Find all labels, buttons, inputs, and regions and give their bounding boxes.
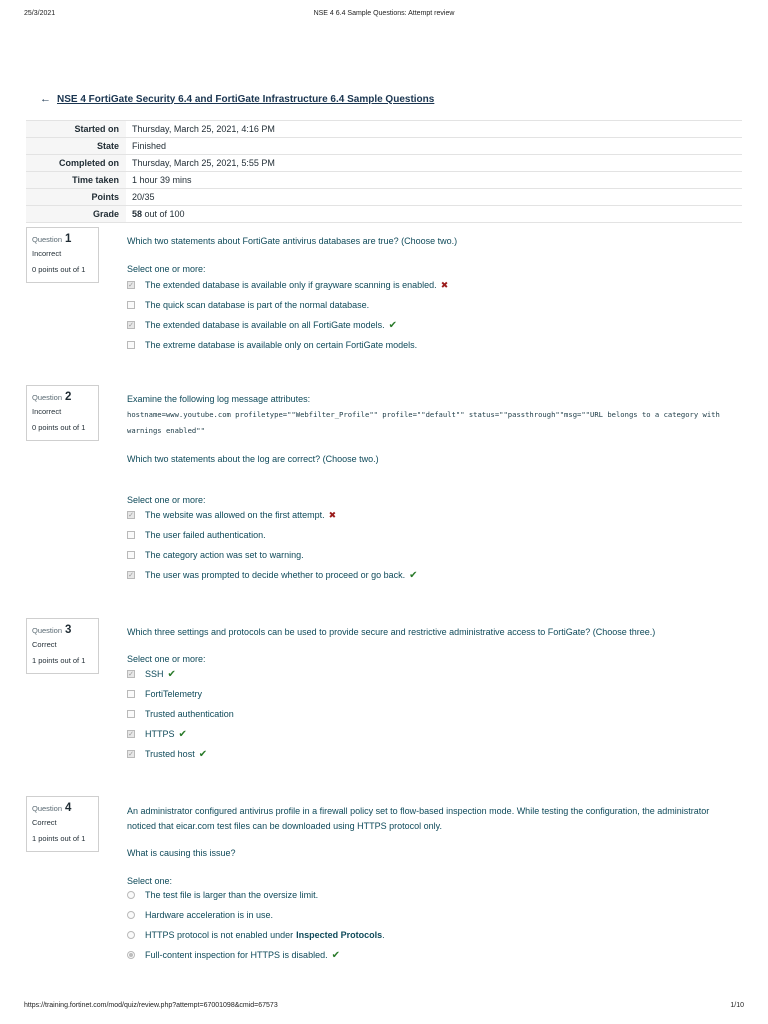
arrow-left-icon: ←	[40, 93, 51, 105]
answer-list	[127, 275, 727, 355]
answer-option[interactable]	[127, 925, 727, 945]
course-link-text[interactable]: NSE 4 FortiGate Security 6.4 and FortiGate Infrastructure 6.4 Sample Questions	[57, 93, 435, 105]
answer-text: The quick scan database is part of the normal database.	[145, 300, 370, 310]
answer-radio[interactable]	[127, 951, 135, 959]
correct-check-icon: ✔	[198, 748, 208, 760]
summary-value: Thursday, March 25, 2021, 4:16 PM	[132, 124, 275, 134]
question-grade: 1 points out of 1	[32, 656, 86, 665]
answer-text: The test file is larger than the oversize limit.	[145, 890, 319, 900]
answer-option[interactable]	[127, 684, 727, 704]
question-label: Question	[32, 235, 63, 244]
answer-option[interactable]	[127, 295, 727, 315]
grade-value: 58	[132, 209, 143, 219]
summary-label: Completed on	[26, 155, 126, 172]
answer-text: HTTPS	[145, 729, 175, 739]
correct-check-icon: ✔	[178, 728, 187, 740]
answer-checkbox[interactable]: ✓	[128, 730, 134, 738]
summary-value: 20/35	[132, 192, 155, 202]
answer-checkbox[interactable]: ✓	[128, 571, 134, 579]
attempt-summary-table	[26, 120, 742, 223]
answer-list	[127, 664, 727, 764]
answer-checkbox[interactable]	[127, 531, 135, 539]
answer-text-bold: Inspected Protocols	[296, 930, 383, 940]
summary-label: Started on	[26, 121, 126, 138]
question-text: Which two statements about the log are correct? (Choose two.)	[127, 454, 379, 464]
answer-radio[interactable]	[127, 931, 135, 939]
question-number: 2	[65, 391, 72, 403]
question-state: Incorrect	[32, 407, 62, 416]
question-content-4	[127, 804, 727, 965]
answer-radio[interactable]	[127, 911, 135, 919]
answer-text: Trusted authentication	[145, 709, 234, 719]
answer-option[interactable]	[127, 724, 727, 744]
answer-text: Hardware acceleration is in use.	[145, 910, 274, 920]
summary-label: Grade	[26, 206, 126, 223]
answer-checkbox[interactable]: ✓	[128, 670, 134, 678]
incorrect-cross-icon: ✖	[328, 509, 337, 520]
question-state: Correct	[32, 640, 57, 649]
answer-option[interactable]	[127, 525, 727, 545]
answer-text: FortiTelemetry	[145, 689, 203, 699]
answer-checkbox[interactable]	[127, 690, 135, 698]
summary-label: Points	[26, 189, 126, 206]
summary-row-time	[26, 172, 742, 189]
summary-value: 1 hour 39 mins	[132, 175, 192, 185]
answer-checkbox[interactable]: ✓	[128, 750, 134, 758]
print-date: 25/3/2021	[24, 10, 56, 17]
summary-row-grade	[26, 206, 742, 223]
question-text: An administrator configured antivirus profile in a firewall policy set to flow-based inspection mode. While testing the configuration, the administrator noticed that eicar.com test files can be downloaded using HTTPS protocol only.	[127, 806, 710, 831]
answer-text: The extreme database is available only on certain FortiGate models.	[145, 340, 418, 350]
print-page-number: 1/10	[730, 1002, 744, 1009]
log-message-code: hostname=www.youtube.com profiletype=""Webfilter_Profile"" profile=""default"" status=""passthrough""msg=""URL belongs to a category with warnings enabled""	[127, 410, 720, 435]
question-info-2	[26, 385, 99, 441]
question-content-2	[127, 392, 727, 585]
question-content-3	[127, 625, 727, 764]
question-info-3	[26, 618, 99, 674]
summary-row-points	[26, 189, 742, 206]
summary-value: Thursday, March 25, 2021, 5:55 PM	[132, 158, 275, 168]
print-doc-title: NSE 4 6.4 Sample Questions: Attempt review	[313, 10, 455, 17]
summary-row-completed	[26, 155, 742, 172]
question-label: Question	[32, 626, 63, 635]
summary-row-state	[26, 138, 742, 155]
answer-checkbox[interactable]	[127, 551, 135, 559]
question-subtext: What is causing this issue?	[127, 848, 236, 858]
answer-option[interactable]	[127, 704, 727, 724]
question-number: 4	[65, 802, 72, 814]
question-grade: 0 points out of 1	[32, 265, 86, 274]
answer-option[interactable]	[127, 545, 727, 565]
answer-list	[127, 505, 727, 585]
answer-prompt: Select one or more:	[127, 264, 206, 274]
question-content-1	[127, 234, 727, 355]
answer-checkbox[interactable]: ✓	[128, 281, 134, 289]
answer-text-tail: .	[382, 930, 385, 940]
answer-prompt: Select one:	[127, 876, 173, 886]
answer-option[interactable]	[127, 905, 727, 925]
question-info-4	[26, 796, 99, 852]
answer-option[interactable]	[127, 565, 727, 585]
print-url: https://training.fortinet.com/mod/quiz/review.php?attempt=67001098&cmid=67573	[24, 1002, 278, 1009]
answer-option[interactable]	[127, 744, 727, 764]
answer-option[interactable]	[127, 275, 727, 295]
question-grade: 0 points out of 1	[32, 423, 86, 432]
answer-text: HTTPS protocol is not enabled under	[145, 930, 294, 940]
incorrect-cross-icon: ✖	[440, 279, 449, 290]
summary-value: Finished	[132, 141, 167, 151]
answer-radio[interactable]	[127, 891, 135, 899]
answer-checkbox[interactable]	[127, 301, 135, 309]
answer-option[interactable]	[127, 335, 727, 355]
answer-option[interactable]	[127, 505, 727, 525]
question-label: Question	[32, 804, 63, 813]
question-state: Incorrect	[32, 249, 62, 258]
answer-text: The extended database is available only if grayware scanning is enabled.	[145, 280, 437, 290]
answer-checkbox[interactable]	[127, 341, 135, 349]
answer-text: The website was allowed on the first attempt.	[145, 510, 325, 520]
answer-list	[127, 885, 727, 965]
question-number: 3	[65, 624, 72, 636]
grade-suffix: out of 100	[144, 209, 185, 219]
correct-check-icon: ✔	[167, 668, 176, 680]
course-back-link[interactable]	[40, 93, 434, 105]
summary-value	[126, 206, 742, 223]
answer-option[interactable]	[127, 945, 727, 965]
question-intro: Examine the following log message attributes:	[127, 394, 311, 404]
correct-check-icon: ✔	[409, 569, 418, 581]
summary-label: Time taken	[26, 172, 126, 189]
answer-text: The user was prompted to decide whether to proceed or go back.	[145, 570, 406, 580]
answer-text: Trusted host	[145, 749, 195, 759]
answer-checkbox[interactable]	[127, 710, 135, 718]
answer-option[interactable]	[127, 315, 727, 335]
answer-option[interactable]	[127, 664, 727, 684]
question-text: Which three settings and protocols can be used to provide secure and restrictive administrative access to FortiGate? (Choose three.)	[127, 627, 656, 637]
answer-text: SSH	[145, 669, 164, 679]
question-label: Question	[32, 393, 63, 402]
question-grade: 1 points out of 1	[32, 834, 86, 843]
answer-text: The user failed authentication.	[145, 530, 266, 540]
correct-check-icon: ✔	[331, 949, 340, 961]
correct-check-icon: ✔	[388, 319, 398, 331]
answer-prompt: Select one or more:	[127, 495, 206, 505]
summary-label: State	[26, 138, 126, 155]
answer-text: The extended database is available on all FortiGate models.	[145, 320, 385, 330]
answer-text: Full-content inspection for HTTPS is disabled.	[145, 950, 328, 960]
answer-prompt: Select one or more:	[127, 654, 206, 664]
question-info-1	[26, 227, 99, 283]
question-number: 1	[65, 233, 72, 245]
question-state: Correct	[32, 818, 57, 827]
answer-option[interactable]	[127, 885, 727, 905]
answer-checkbox[interactable]: ✓	[128, 321, 134, 329]
summary-row-started	[26, 121, 742, 138]
answer-checkbox[interactable]: ✓	[128, 511, 134, 519]
question-text: Which two statements about FortiGate antivirus databases are true? (Choose two.)	[127, 236, 458, 246]
answer-text: The category action was set to warning.	[145, 550, 304, 560]
